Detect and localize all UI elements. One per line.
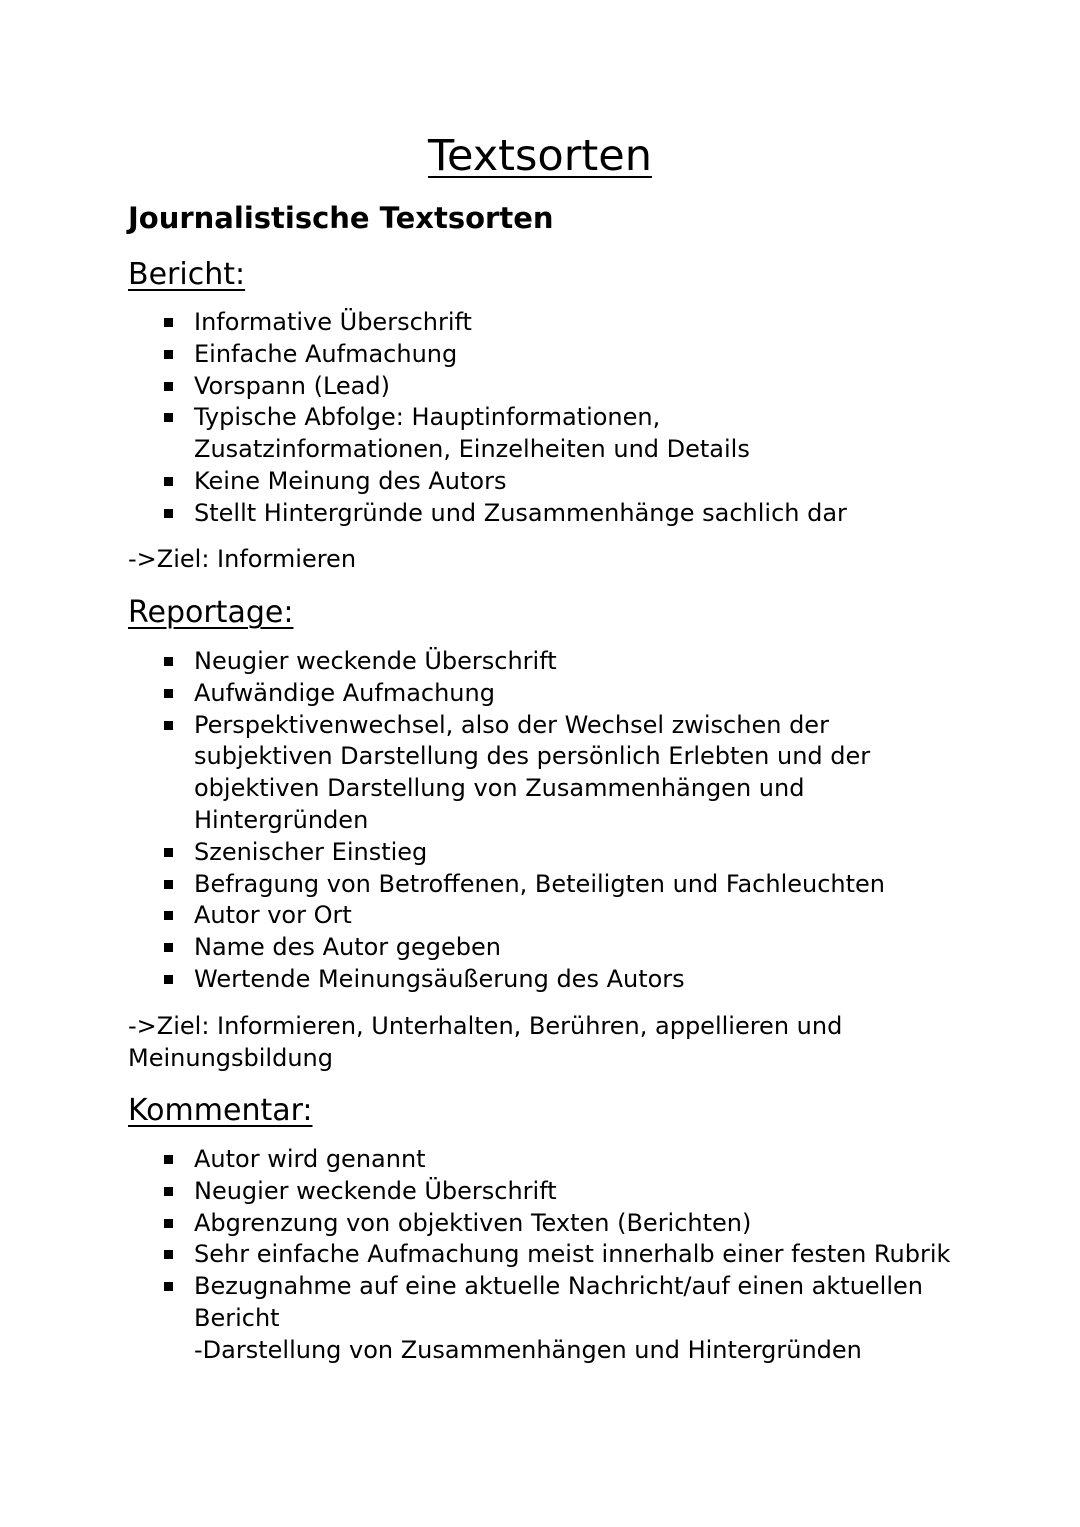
list-item: Neugier weckende Überschrift bbox=[160, 1176, 950, 1208]
square-bullet-icon bbox=[164, 1155, 173, 1164]
list-item: Bezugnahme auf eine aktuelle Nachricht/auf einen aktuellen Bericht -Darstellung von Zusammenhängen und Hintergründen bbox=[160, 1271, 924, 1366]
list-item: Einfache Aufmachung bbox=[160, 339, 950, 371]
list-item: Wertende Meinungsäußerung des Autors bbox=[160, 964, 950, 996]
list-item: Vorspann (Lead) bbox=[160, 371, 950, 403]
list-item: Abgrenzung von objektiven Texten (Berichten) bbox=[160, 1208, 950, 1240]
section-heading-kommentar: Kommentar: bbox=[128, 1093, 313, 1128]
square-bullet-icon bbox=[164, 1187, 173, 1196]
list-item: Aufwändige Aufmachung bbox=[160, 678, 950, 710]
square-bullet-icon bbox=[164, 318, 173, 327]
square-bullet-icon bbox=[164, 350, 173, 359]
square-bullet-icon bbox=[164, 382, 173, 391]
list-item: Informative Überschrift bbox=[160, 307, 950, 339]
list-item: Perspektivenwechsel, also der Wechsel zwischen der subjektiven Darstellung des persönlich Erlebten und der objektiven Darstellung von Zusammenhängen und Hintergründen bbox=[160, 710, 874, 837]
list-item: Neugier weckende Überschrift bbox=[160, 646, 950, 678]
square-bullet-icon bbox=[164, 721, 173, 730]
square-bullet-icon bbox=[164, 943, 173, 952]
list-item: Typische Abfolge: Hauptinformationen, Zusatzinformationen, Einzelheiten und Details bbox=[160, 402, 924, 466]
section-heading-reportage: Reportage: bbox=[128, 595, 294, 630]
square-bullet-icon bbox=[164, 689, 173, 698]
list-item: Keine Meinung des Autors bbox=[160, 466, 950, 498]
section-heading-bericht: Bericht: bbox=[128, 257, 246, 292]
square-bullet-icon bbox=[164, 1219, 173, 1228]
square-bullet-icon bbox=[164, 880, 173, 889]
list-item: Sehr einfache Aufmachung meist innerhalb einer festen Rubrik bbox=[160, 1239, 994, 1271]
list-item: Name des Autor gegeben bbox=[160, 932, 950, 964]
list-item: Szenischer Einstieg bbox=[160, 837, 950, 869]
continuation-line: -Darstellung von Zusammenhängen und Hintergründen bbox=[194, 1335, 862, 1364]
square-bullet-icon bbox=[164, 1282, 173, 1291]
bericht-goal: ->Ziel: Informieren bbox=[128, 545, 357, 573]
square-bullet-icon bbox=[164, 477, 173, 486]
bericht-list bbox=[160, 307, 950, 530]
list-item: Stellt Hintergründe und Zusammenhänge sachlich dar bbox=[160, 498, 950, 530]
reportage-list bbox=[160, 646, 950, 996]
subtitle: Journalistische Textsorten bbox=[128, 201, 554, 235]
list-item: Befragung von Betroffenen, Beteiligten und Fachleuchten bbox=[160, 869, 950, 901]
square-bullet-icon bbox=[164, 657, 173, 666]
square-bullet-icon bbox=[164, 1250, 173, 1259]
square-bullet-icon bbox=[164, 413, 173, 422]
list-item: Autor wird genannt bbox=[160, 1144, 950, 1176]
square-bullet-icon bbox=[164, 911, 173, 920]
square-bullet-icon bbox=[164, 975, 173, 984]
reportage-goal: ->Ziel: Informieren, Unterhalten, Berühren, appellieren und Meinungsbildung bbox=[128, 1012, 843, 1072]
square-bullet-icon bbox=[164, 848, 173, 857]
kommentar-list bbox=[160, 1144, 950, 1367]
list-item: Autor vor Ort bbox=[160, 900, 950, 932]
square-bullet-icon bbox=[164, 509, 173, 518]
page-title: Textsorten bbox=[428, 131, 652, 181]
